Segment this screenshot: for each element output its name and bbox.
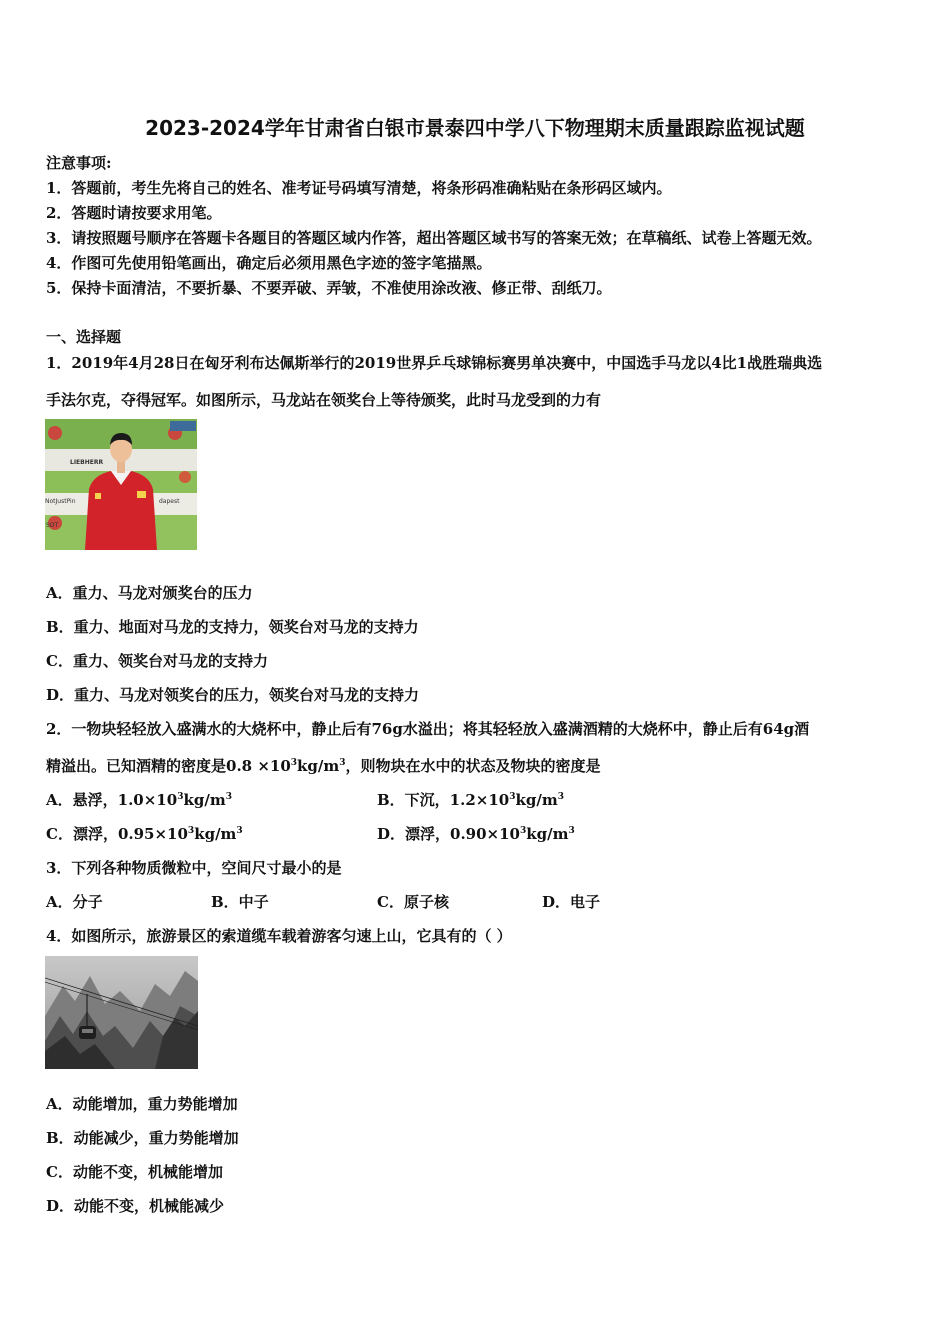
question-1-option-d[interactable]: D．重力、马龙对领奖台的压力，领奖台对马龙的支持力: [46, 686, 420, 704]
question-4-option-c[interactable]: C．动能不变，机械能增加: [46, 1163, 223, 1181]
question-3-option-b[interactable]: B．中子: [211, 893, 269, 911]
question-4-option-a[interactable]: A．动能增加，重力势能增加: [46, 1095, 238, 1113]
question-4-option-b[interactable]: B．动能减少，重力势能增加: [46, 1129, 239, 1147]
question-3-option-c[interactable]: C．原子核: [377, 893, 449, 911]
note-item: 4．作图可先使用铅笔画出，确定后必须用黑色字迹的签字笔描黑。: [46, 254, 492, 272]
note-item: 3．请按照题号顺序在答题卡各题目的答题区域内作答，超出答题区域书写的答案无效；在草稿纸、试卷上答题无效。: [46, 229, 822, 247]
question-4-stem: 4．如图所示，旅游景区的索道缆车载着游客匀速上山，它具有的（ ）: [46, 927, 512, 945]
question-2-stem: 2．一物块轻轻放入盛满水的大烧杯中，静止后有76g水溢出；将其轻轻放入盛满酒精的大烧杯中，静止后有64g酒: [46, 720, 810, 738]
question-1-option-a[interactable]: A．重力、马龙对颁奖台的压力: [46, 584, 253, 602]
question-2-option-a[interactable]: A．悬浮，$1.0\times 10^3kg/m^3$: [46, 791, 232, 809]
question-1-option-c[interactable]: C．重力、领奖台对马龙的支持力: [46, 652, 268, 670]
question-2-option-d[interactable]: D．漂浮，$0.90\times 10^3kg/m^3$: [377, 825, 575, 843]
banner-text: SOT: [46, 522, 59, 529]
question-4-option-d[interactable]: D．动能不变，机械能减少: [46, 1197, 225, 1215]
banner-text: LIEBHERR: [70, 459, 104, 466]
question-3-stem: 3．下列各种物质微粒中，空间尺寸最小的是: [46, 859, 342, 877]
question-1-stem: 1．2019年4月28日在匈牙利布达佩斯举行的2019世界乒乓球锦标赛男单决赛中，中国选手马龙以4比1战胜瑞典选: [46, 354, 823, 372]
question-3-option-d[interactable]: D．电子: [542, 893, 601, 911]
ma-long-podium-photo: [45, 419, 197, 550]
note-item: 2．答题时请按要求用笔。: [46, 204, 222, 222]
banner-text: dapest: [159, 498, 180, 505]
banner-text: NotJustPin: [45, 498, 76, 505]
question-2-options-row-2: [46, 823, 575, 844]
question-2-option-c[interactable]: C．漂浮，$0.95\times 10^3kg/m^3$: [46, 825, 243, 843]
question-3-option-a[interactable]: A．分子: [46, 893, 103, 911]
notes-heading: 注意事项:: [46, 154, 112, 172]
note-item: 1．答题前，考生先将自己的姓名、准考证号码填写清楚，将条形码准确粘贴在条形码区域内。: [46, 179, 672, 197]
question-1-option-b[interactable]: B．重力、地面对马龙的支持力，领奖台对马龙的支持力: [46, 618, 419, 636]
section-heading: 一、选择题: [46, 328, 122, 346]
page-title: 2023-2024学年甘肃省白银市景泰四中学八下物理期末质量跟踪监视试题: [145, 116, 805, 140]
question-2-options-row-1: [46, 789, 564, 810]
cable-car-photo: [45, 956, 198, 1069]
question-2-option-b[interactable]: B．下沉，$1.2\times 10^3kg/m^3$: [377, 791, 564, 809]
question-3-options: [46, 891, 601, 912]
note-item: 5．保持卡面清洁，不要折暴、不要弄破、弄皱，不准使用涂改液、修正带、刮纸刀。: [46, 279, 612, 297]
question-1-stem-cont: 手法尔克，夺得冠军。如图所示，马龙站在领奖台上等待颁奖，此时马龙受到的力有: [46, 391, 602, 409]
question-2-stem-cont: 精溢出。已知酒精的密度是$0.8 \times 10^3kg/m^3$，则物块在水中的状态及物块的密度是: [46, 757, 601, 775]
